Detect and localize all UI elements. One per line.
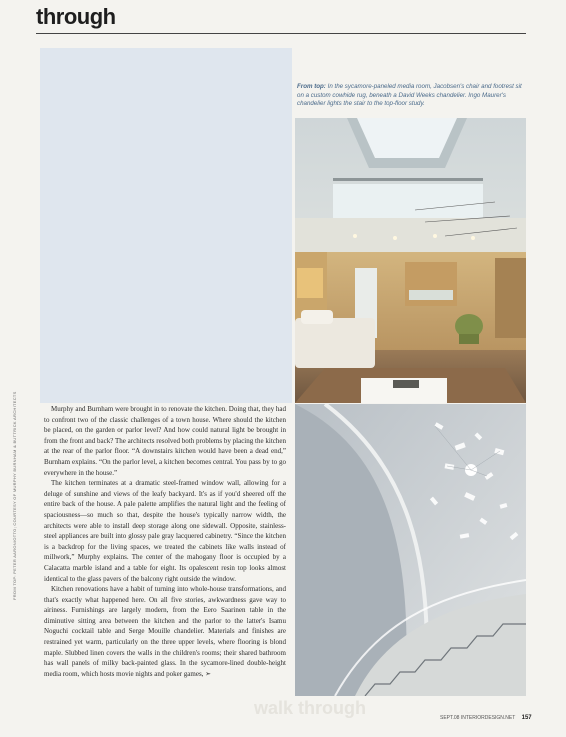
media-room-photo xyxy=(295,118,526,403)
section-title: through xyxy=(36,4,116,29)
photo-credit: FROM TOP: PETER AARON/OTTO; COURTESY OF MURPHY BURNHAM & BUTTRICK ARCHITECTS xyxy=(12,391,17,600)
background-panel xyxy=(40,48,292,403)
page-footer xyxy=(440,715,532,721)
website-link[interactable]: INTERIORDESIGN.NET xyxy=(460,715,516,721)
ghost-footer-word: walk through xyxy=(254,698,366,718)
photo-caption xyxy=(297,83,529,109)
article-body xyxy=(44,404,286,679)
article-paragraph: Kitchen renovations have a habit of turning into whole-house transformations, and that's exactly what happened here. On all five stories, awkwardness gave way to airiness. Furnishings are largely modern, from the Eero Saarinen table in the diminutive sitting area between the kitchen and the parlor to the latter's Isamu Noguchi cocktail table and Serge Mouille chandelier. Materials and finishes are restrained yet warm, particularly on the three upper levels, where flooring is blond maple. Slubbed linen covers the walls in the children's rooms; their shared bathroom has wall panels of milky back-painted glass. In the sycamore-lined double-height media room, which hosts movie nights and poker games, ➣ xyxy=(44,585,286,678)
article-paragraph: Murphy and Burnham were brought in to renovate the kitchen. Doing that, they had to confront two of the classic challenges of a town house. Where should the kitchen be placed, on the garden or parlor level? And how could natural light be brought in from the front and back? The architects resolved both problems by placing the kitchen at the rear of the parlor floor. “A downstairs kitchen would have been a dead end,” Burnham explains. “On the parlor level, a kitchen becomes central. You pass by to go everywhere in the house.” xyxy=(44,405,286,477)
page-number: 157 xyxy=(521,715,532,721)
title-rule xyxy=(36,33,526,34)
article-paragraph: The kitchen terminates at a dramatic steel-framed window wall, allowing for a deluge of sunshine and views of the leafy backyard. It's as if you'd sheered off the entire back of the house. A pale palette amplifies the natural light and the feeling of spaciousness—so much so that, despite the house's typically narrow width, the architects were able to install deep storage along one sidewall. Opposite, stainless-steel appliances are built into glossy pale gray lacquered cabinetry. “Since the kitchen is a backdrop for the living spaces, we treated the cabinets like walls instead of millwork,” Murphy explains. The center of the mahogany floor is occupied by a Calacatta marble island and a table for eight. Its opalescent resin top looks almost identical to the glass pavers of the balcony right outside the window. xyxy=(44,479,286,583)
stair-chandelier-photo xyxy=(295,404,526,696)
issue-date: SEPT.08 xyxy=(440,715,460,721)
caption-lead: From top: xyxy=(297,83,326,90)
caption-text: In the sycamore-paneled media room, Jacobsen's chair and footrest sit on a custom cowhide rug, beneath a David Weeks chandelier. Ingo Maurer's chandelier lights the stair to the top-floor study. xyxy=(297,83,522,108)
